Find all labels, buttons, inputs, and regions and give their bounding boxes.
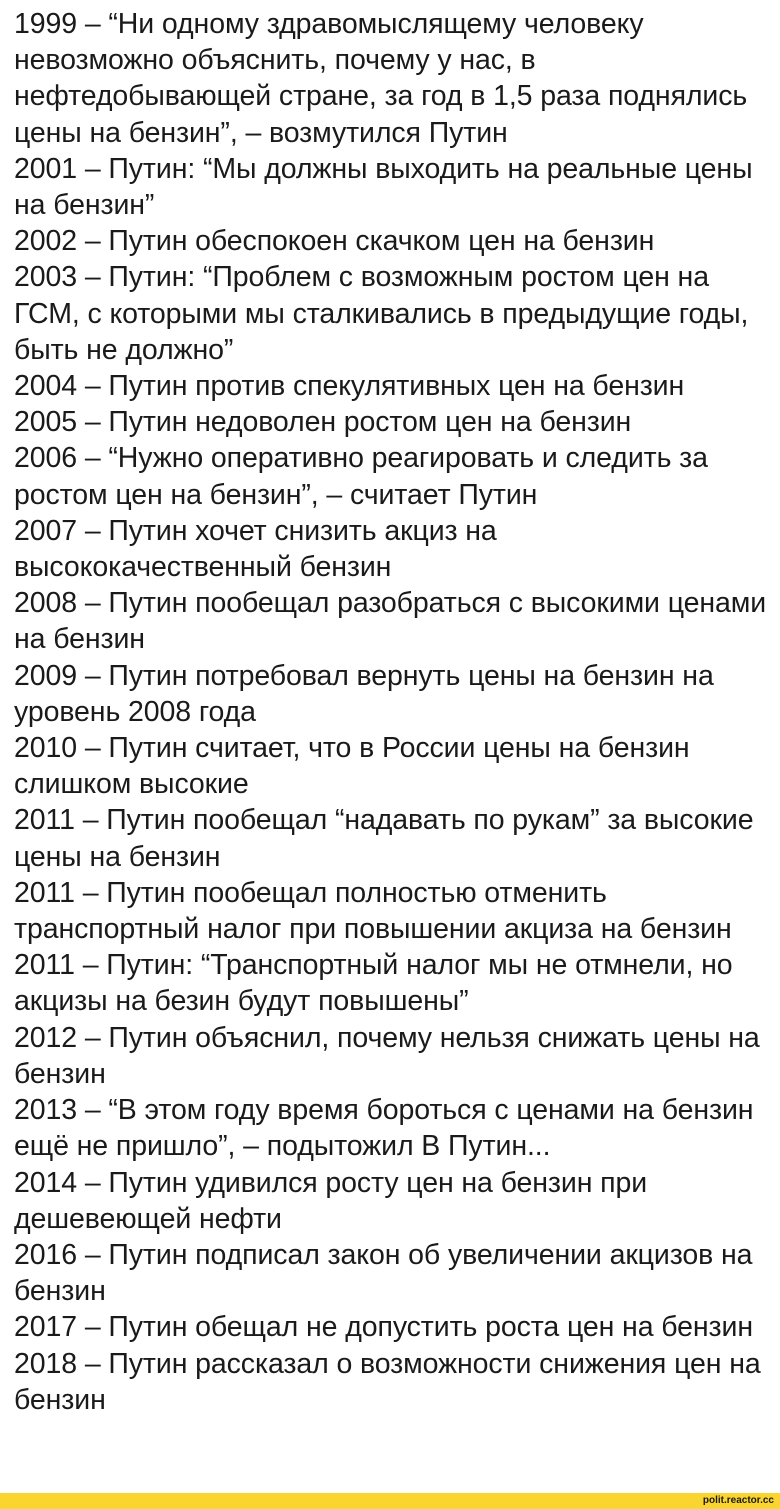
timeline-entry-2011-c: 2011 – Путин: “Транспортный налог мы не отмнели, но акцизы на безин будут повышены” — [14, 949, 733, 1018]
timeline-entry-2013: 2013 – “В этом году время бороться с ценами на бензин ещё не пришло”, – подытожил В Путин... — [14, 1094, 754, 1163]
timeline-entry-2007: 2007 – Путин хочет снизить акциз на высококачественный бензин — [14, 514, 497, 584]
watermark-link[interactable]: polit.reactor.cc — [702, 1495, 774, 1506]
timeline-entry-2011-b: 2011 – Путин пообещал полностью отменить транспортный налог при повышении акциза на бензин — [14, 876, 732, 946]
watermark-bar — [0, 1493, 780, 1509]
timeline-entry-2003: 2003 – Путин: “Проблем с возможным ростом цен на ГСМ, с которыми мы сталкивались в предыдущие годы, быть не должно” — [14, 261, 749, 366]
timeline-entry-2018: 2018 – Путин рассказал о возможности снижения цен на бензин — [14, 1347, 761, 1416]
timeline-entry-2011-a: 2011 – Путин пообещал “надавать по рукам” за высокие цены на бензин — [14, 804, 754, 873]
timeline-entry-2012: 2012 – Путин объяснил, почему нельзя снижать цены на бензин — [14, 1021, 760, 1090]
timeline-entry-2016: 2016 – Путин подписал закон об увеличении акцизов на бензин — [14, 1238, 753, 1308]
timeline-text — [14, 6, 774, 1418]
timeline-entry-2005: 2005 – Путин недоволен ростом цен на бензин — [14, 406, 632, 439]
timeline-entry-2008: 2008 – Путин пообещал разобраться с высокими ценами на бензин — [14, 587, 767, 656]
timeline-entry-2002: 2002 – Путин обеспокоен скачком цен на бензин — [14, 225, 655, 258]
timeline-entry-2017: 2017 – Путин обещал не допустить роста цен на бензин — [14, 1311, 753, 1344]
timeline-entry-2006: 2006 – “Нужно оперативно реагировать и следить за ростом цен на бензин”, – считает Путин — [14, 442, 708, 511]
timeline-entry-2009: 2009 – Путин потребовал вернуть цены на бензин на уровень 2008 года — [14, 659, 714, 728]
timeline-entry-1999: 1999 – “Ни одному здравомыслящему человеку невозможно объяснить, почему у нас, в нефтедобывающей стране, за год в 1,5 раза поднялись цены на бензин”, – возмутился Путин — [14, 8, 748, 149]
timeline-entry-2014: 2014 – Путин удивился росту цен на бензин при дешевеющей нефти — [14, 1166, 648, 1235]
timeline-entry-2004: 2004 – Путин против спекулятивных цен на бензин — [14, 370, 685, 403]
timeline-entry-2010: 2010 – Путин считает, что в России цены на бензин слишком высокие — [14, 732, 690, 801]
timeline-entry-2001: 2001 – Путин: “Мы должны выходить на реальные цены на бензин” — [14, 152, 753, 222]
